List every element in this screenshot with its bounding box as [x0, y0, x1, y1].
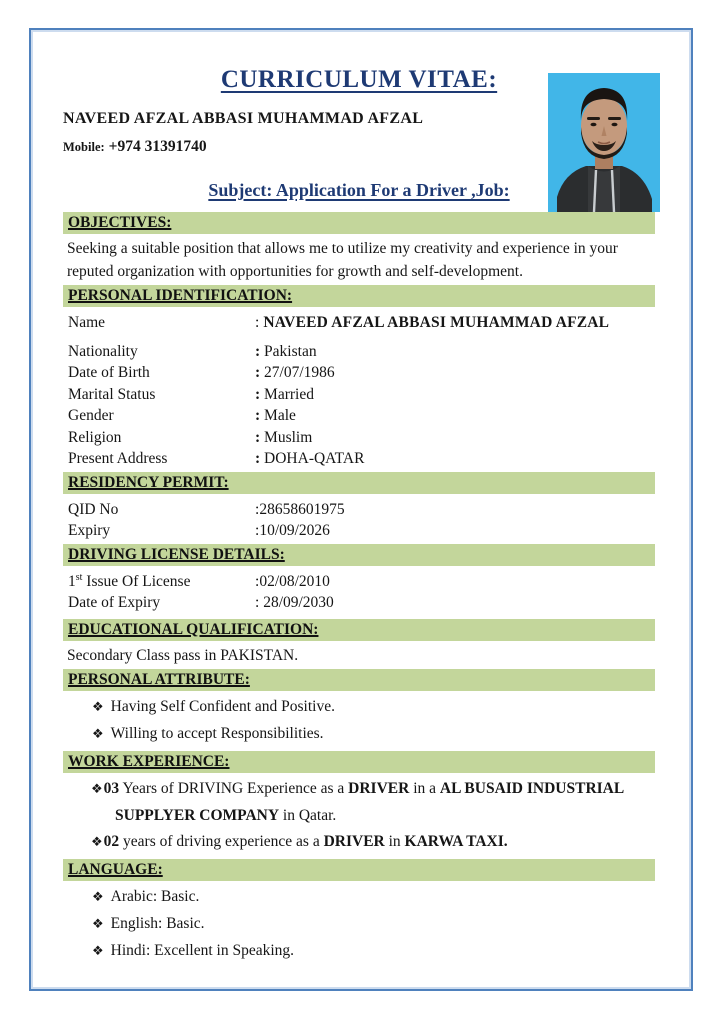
diamond-bullet-icon: ❖ — [92, 727, 104, 742]
work-experience-item: ❖03 Years of DRIVING Experience as a DRIVER in a AL BUSAID INDUSTRIAL SUPPLYER COMPANY in Qatar. — [91, 780, 624, 824]
section-heading-objectives: OBJECTIVES: — [63, 212, 655, 234]
section-heading-work-experience: WORK EXPERIENCE: — [63, 751, 655, 773]
field-row-first-issue: 1st Issue Of License : 02/08/2010 — [68, 571, 330, 590]
list-item: ❖ Hindi: Excellent in Speaking. — [92, 942, 295, 959]
cv-page — [29, 28, 693, 991]
section-heading-residency-permit: RESIDENCY PERMIT: — [63, 472, 655, 494]
field-row-nationality: Nationality : Pakistan — [68, 342, 317, 360]
diamond-bullet-icon: ❖ — [92, 700, 104, 715]
mobile-label: Mobile: — [63, 140, 105, 154]
field-row-qid-no: QID No : 28658601975 — [68, 500, 345, 518]
section-heading-language: LANGUAGE: — [63, 859, 655, 881]
diamond-bullet-icon: ❖ — [91, 782, 103, 797]
diamond-bullet-icon: ❖ — [92, 917, 104, 932]
field-row-date-of-birth: Date of Birth : 27/07/1986 — [68, 364, 335, 381]
objectives-text: Seeking a suitable position that allows me to utilize my creativity and experience in your reputed organization with opportunities for growth and self-development. — [67, 240, 618, 280]
page-title: CURRICULUM VITAE: — [220, 66, 498, 93]
applicant-name: NAVEED AFZAL ABBASI MUHAMMAD AFZAL — [63, 110, 424, 127]
mobile-number: +974 31391740 — [108, 138, 207, 155]
driving-license-rows — [63, 571, 655, 614]
personal-attribute-list — [63, 694, 655, 748]
field-row-name: Name : NAVEED AFZAL ABBASI MUHAMMAD AFZAL — [68, 314, 610, 331]
list-item: ❖ Having Self Confident and Positive. — [92, 698, 335, 715]
mobile-line — [63, 138, 655, 156]
section-heading-driving-license-details: DRIVING LICENSE DETAILS: — [63, 544, 655, 566]
diamond-bullet-icon: ❖ — [91, 835, 103, 850]
language-list — [63, 884, 655, 965]
diamond-bullet-icon: ❖ — [92, 944, 104, 959]
personal-identification-rows — [63, 312, 655, 470]
section-heading-personal-attribute: PERSONAL ATTRIBUTE: — [63, 669, 655, 691]
field-row-religion: Religion : Muslim — [68, 428, 313, 446]
list-item: ❖ Willing to accept Responsibilities. — [92, 725, 324, 742]
field-row-present-address: Present Address : DOHA-QATAR — [68, 450, 365, 467]
field-row-marital-status: Marital Status : Married — [68, 385, 314, 403]
list-item: ❖ English: Basic. — [92, 915, 205, 932]
list-item: ❖ Arabic: Basic. — [92, 888, 200, 905]
field-row-gender: Gender : Male — [68, 407, 296, 424]
work-experience-list — [63, 776, 655, 856]
subject-line: Subject: Application For a Driver ,Job: — [208, 180, 510, 200]
field-row-license-expiry: Date of Expiry : 28/09/2030 — [68, 594, 334, 611]
residency-permit-rows — [63, 499, 655, 542]
field-row-expiry: Expiry : 10/09/2026 — [68, 522, 330, 539]
section-heading-educational-qualification: EDUCATIONAL QUALIFICATION: — [63, 619, 655, 641]
diamond-bullet-icon: ❖ — [92, 890, 104, 905]
section-heading-personal-identification: PERSONAL IDENTIFICATION: — [63, 285, 655, 307]
education-text: Secondary Class pass in PAKISTAN. — [67, 646, 299, 664]
work-experience-item: ❖02 years of driving experience as a DRIVER in KARWA TAXI. — [91, 833, 508, 850]
